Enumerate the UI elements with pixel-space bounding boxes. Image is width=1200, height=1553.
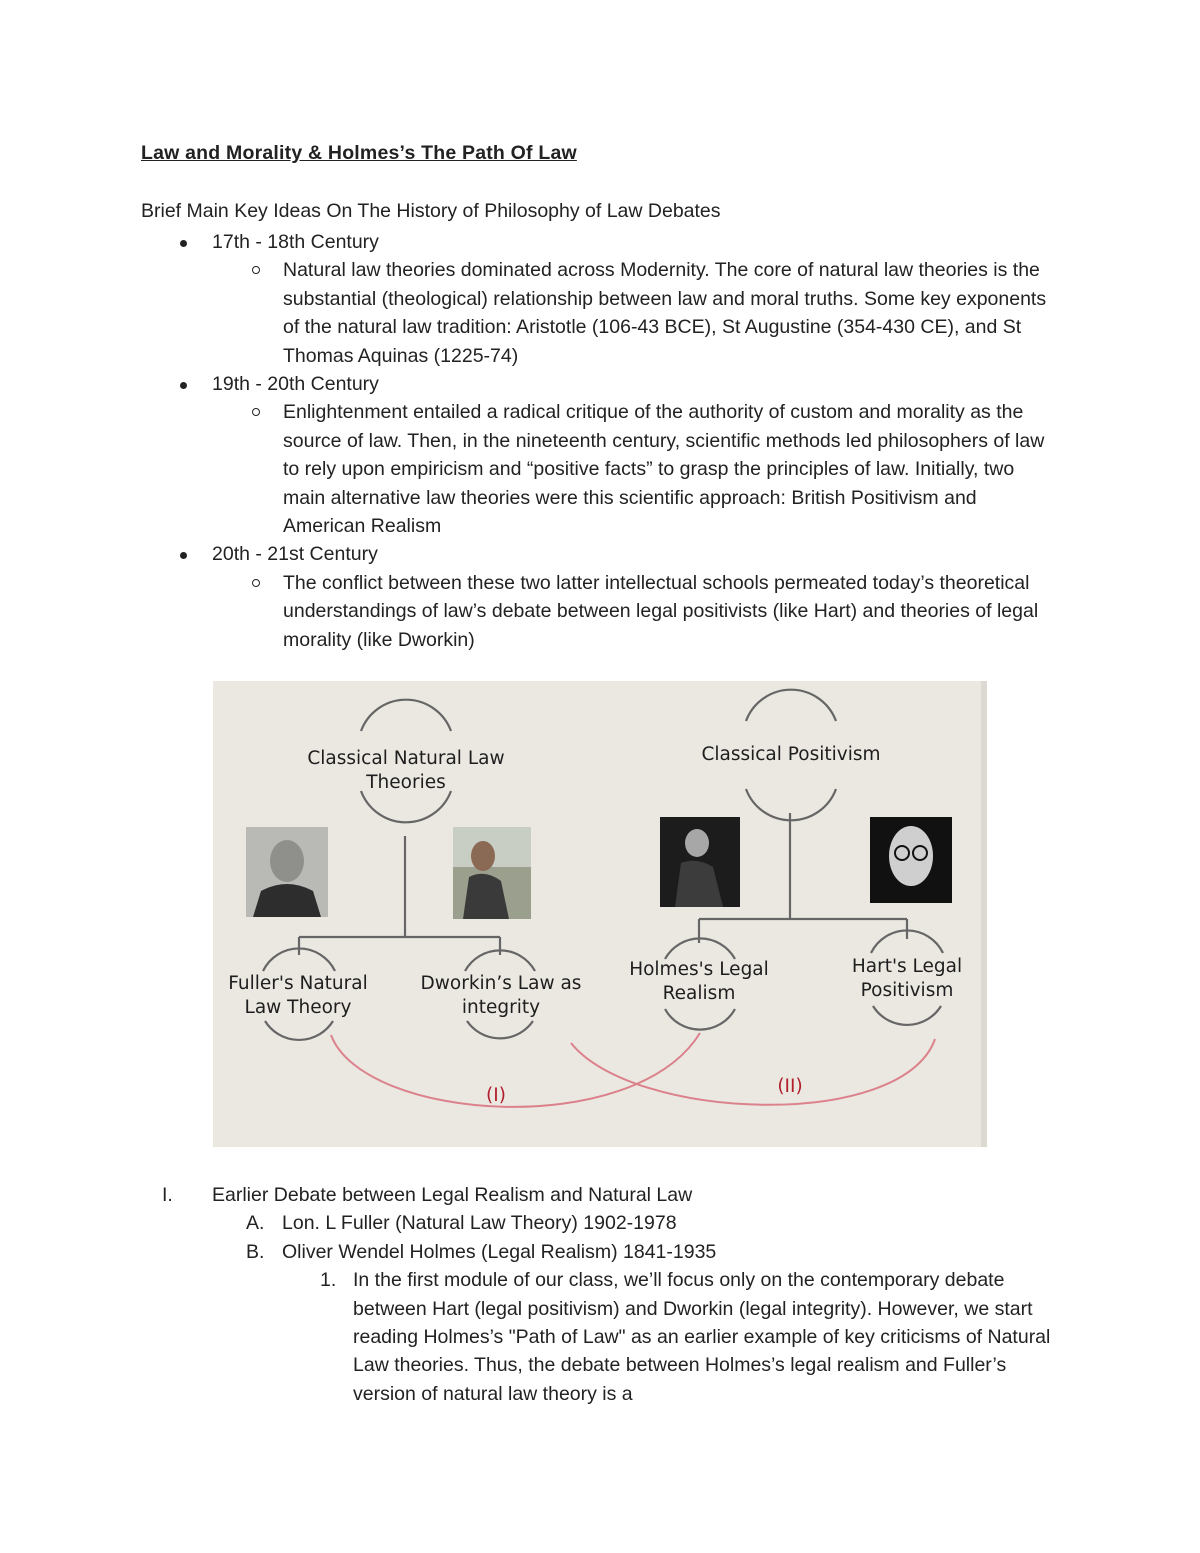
debate-label-2: (II) [777, 1076, 803, 1097]
era-label: 17th - 18th Century [212, 231, 379, 253]
node-arc-bottom [467, 1021, 533, 1038]
outline-text: In the first module of our class, we’ll focus only on the contemporary debate between Hart (legal positivism) and Dworkin (legal integrity). However, we start reading Holmes’s "Path of Law" as an earlier example of key criticisms of Natural Law theories. Thus, the debate between Holmes’s legal realism and Fuller’s version of natural law theory is a [353, 1269, 1051, 1405]
timeline-detail [180, 569, 1060, 654]
photo-dworkin [453, 827, 531, 919]
timeline-era [180, 370, 1060, 398]
era-label: 20th - 21st Century [212, 543, 378, 566]
timeline-era [180, 228, 1060, 256]
outline-text: Oliver Wendel Holmes (Legal Realism) 1841-1935 [282, 1240, 717, 1263]
node-arc-bottom [873, 1006, 941, 1025]
node-holmes: Holmes's Legal Realism [629, 959, 769, 1004]
circle-bullet-icon [252, 408, 260, 416]
outline-number: B. [246, 1240, 265, 1263]
node-classical-positivism: Classical Positivism [701, 744, 881, 765]
photo-holmes [660, 817, 740, 907]
outline-text: Earlier Debate between Legal Realism and Natural Law [212, 1184, 693, 1206]
photo-fuller [246, 827, 328, 917]
outline-item [160, 1238, 1060, 1266]
outline-item [160, 1266, 1053, 1408]
timeline-list [180, 228, 1060, 654]
outline-item [160, 1181, 1060, 1209]
document-title: Law and Morality & Holmes’s The Path Of Law [141, 142, 577, 164]
circle-bullet-icon [252, 579, 260, 587]
intro-heading: Brief Main Key Ideas On The History of Philosophy of Law Debates [141, 200, 721, 222]
node-dworkin: Dworkin’s Law as integrity [420, 973, 582, 1018]
outline-number: A. [246, 1212, 265, 1235]
node-arc-top [361, 700, 451, 731]
node-arc-bottom [265, 1021, 333, 1040]
node-arc-bottom [361, 791, 451, 822]
outline-item [160, 1209, 1060, 1237]
node-fuller: Fuller's Natural Law Theory [228, 973, 368, 1018]
timeline-detail [180, 398, 1060, 540]
node-hart: Hart's Legal Positivism [851, 956, 963, 1001]
bullet-icon [180, 240, 187, 247]
era-label: 19th - 20th Century [212, 373, 379, 396]
philosophy-of-law-diagram [213, 681, 987, 1147]
detail-text: Natural law theories dominated across Modernity. The core of natural law theories is the substantial (theological) relationship between law and moral truths. Some key exponents of the natural law tradition: Aristotle (106-43 BCE), St Augustine (354-430 CE), and St Thomas Aquinas (1225-74) [283, 259, 1047, 367]
timeline-era [180, 540, 1060, 568]
bullet-icon [180, 382, 187, 389]
outline-list [160, 1181, 1060, 1408]
debate-label-1: (I) [486, 1085, 506, 1106]
outline-number: 1. [320, 1269, 337, 1292]
detail-text: The conflict between these two latter intellectual schools permeated today’s theoretical understandings of law’s debate between legal positivists (like Hart) and theories of legal morality (like Dworkin) [283, 571, 1039, 651]
node-classical-natural-law: Classical Natural Law Theories [307, 748, 505, 793]
node-arc-top [746, 690, 836, 721]
node-arc-bottom [665, 1009, 735, 1030]
timeline-detail [180, 256, 1060, 370]
debate-arc-2 [571, 1039, 935, 1105]
detail-text: Enlightenment entailed a radical critique of the authority of custom and morality as the source of law. Then, in the nineteenth century, scientific methods led philosophers of law to rely upon empiricism and “positive facts” to grasp the principles of law. Initially, two main alternative law theories were this scientific approach: British Positivism and American Realism [283, 401, 1045, 538]
circle-bullet-icon [252, 266, 260, 274]
bullet-icon [180, 552, 187, 559]
outline-number: I. [162, 1184, 173, 1206]
photo-hart [870, 817, 952, 903]
outline-text: Lon. L Fuller (Natural Law Theory) 1902-1978 [282, 1212, 677, 1235]
